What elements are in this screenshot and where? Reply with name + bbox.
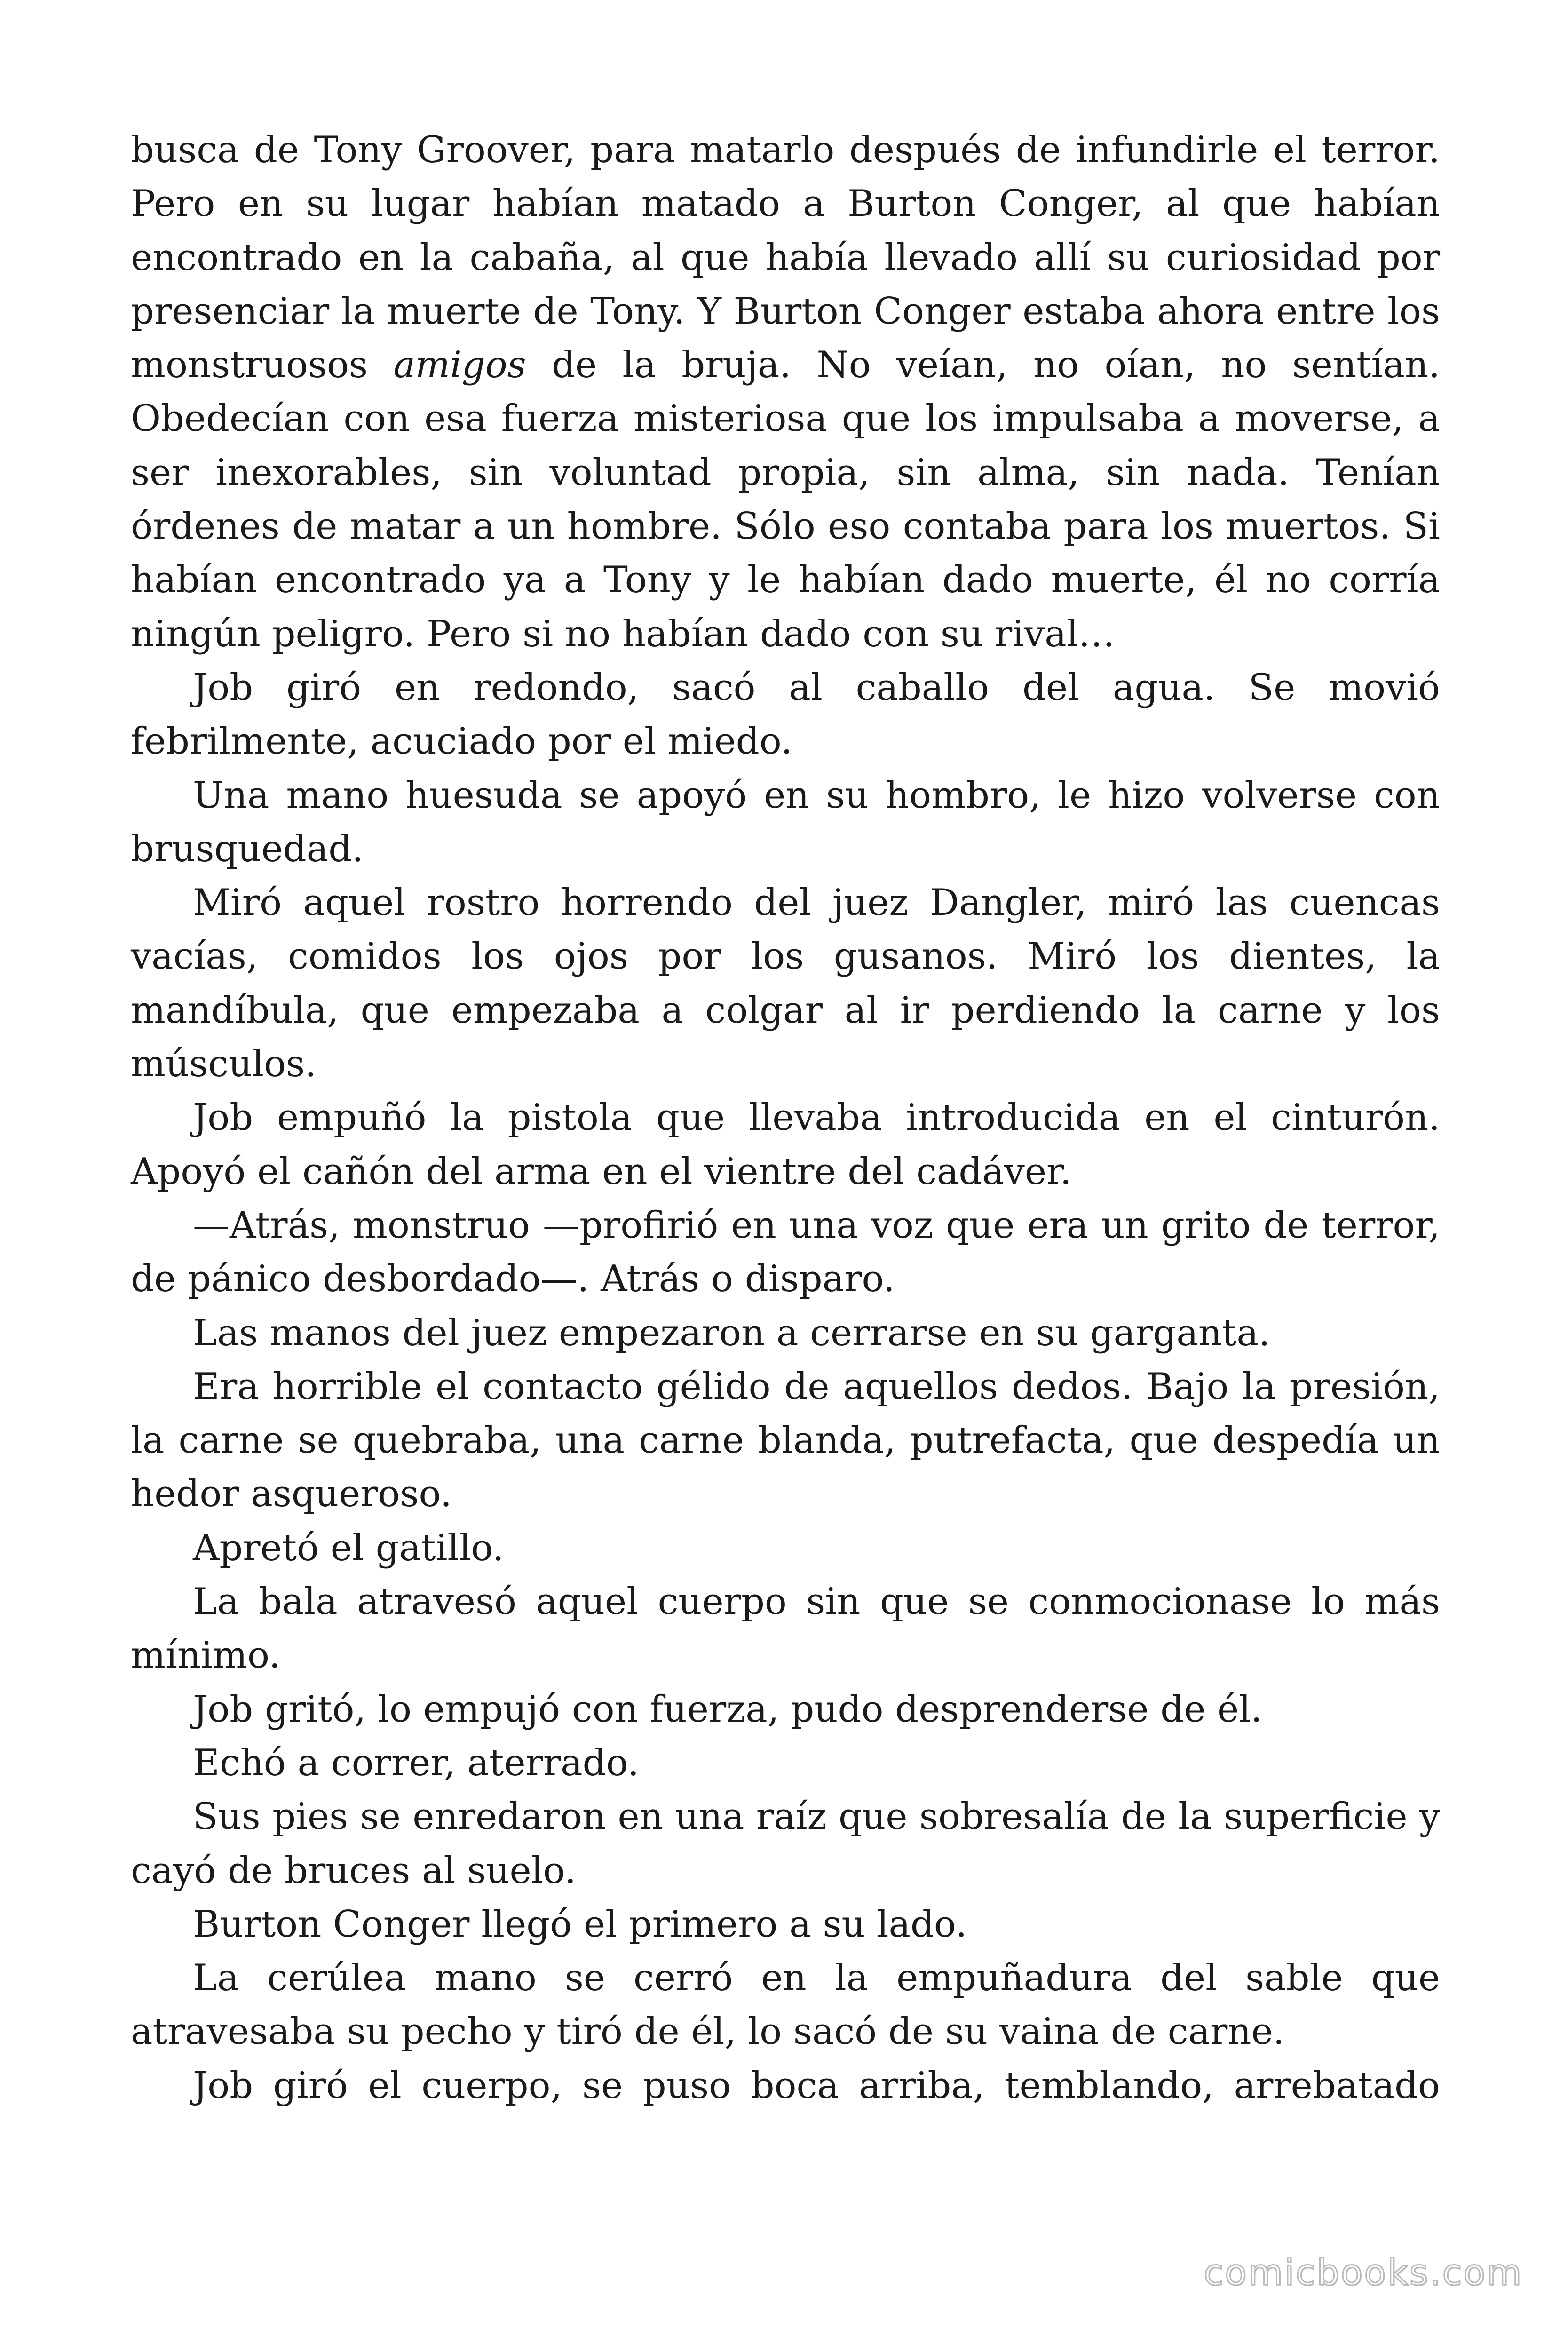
paragraph [131, 1951, 1440, 2059]
paragraph [131, 1306, 1440, 1360]
text-span: de la bruja. No veían, no oían, no sentían. Obedecían con esa fuerza misteriosa que los impulsaba a moverse, a ser inexorables, sin voluntad propia, sin alma, sin nada. Tenían órdenes de matar a un hombre. Sólo eso contaba para los muertos. Si habían encontrado ya a Tony y le habían dado muerte, él no corría ningún peligro. Pero si no habían dado con su rival… [131, 344, 1441, 655]
paragraph [131, 769, 1440, 876]
text-span: La bala atravesó aquel cuerpo sin que se conmocionase lo más mínimo. [131, 1581, 1440, 1677]
text-span: Job giró el cuerpo, se puso boca arriba, temblando, arrebatado [193, 2064, 1440, 2107]
paragraph [131, 876, 1440, 1091]
text-span: Echó a correr, aterrado. [193, 1741, 639, 1784]
paragraph [131, 1360, 1440, 1521]
paragraph [131, 661, 1440, 769]
paragraph [131, 1790, 1440, 1898]
page-body [131, 123, 1440, 2113]
text-span: Una mano huesuda se apoyó en su hombro, le hizo volverse con brusquedad. [131, 774, 1440, 870]
text-span: Job empuñó la pistola que llevaba introducida en el cinturón. Apoyó el cañón del arma en el vientre del cadáver. [131, 1097, 1440, 1193]
paragraph [131, 1091, 1440, 1199]
text-span: Sus pies se enredaron en una raíz que sobresalía de la superficie y cayó de bruces al suelo. [131, 1796, 1440, 1892]
watermark-logo: comicbooks.com [1204, 2251, 1523, 2293]
paragraph [131, 1683, 1440, 1736]
text-span: Era horrible el contacto gélido de aquellos dedos. Bajo la presión, la carne se quebraba, una carne blanda, putrefacta, que despedía un hedor asqueroso. [131, 1365, 1440, 1516]
text-span: Burton Conger llegó el primero a su lado. [193, 1903, 967, 1946]
italic-text-span: amigos [393, 344, 526, 387]
text-span: Job giró en redondo, sacó al caballo del agua. Se movió febrilmente, acuciado por el miedo. [131, 666, 1440, 763]
paragraph [131, 1199, 1440, 1306]
text-span: La cerúlea mano se cerró en la empuñadura del sable que atravesaba su pecho y tiró de él, lo sacó de su vaina de carne. [131, 1957, 1440, 2053]
text-span: Miró aquel rostro horrendo del juez Dangler, miró las cuencas vacías, comidos los ojos por los gusanos. Miró los dientes, la mandíbula, que empezaba a colgar al ir perdiendo la carne y los músculos. [131, 882, 1440, 1086]
paragraph [131, 1736, 1440, 1790]
text-span: Apretó el gatillo. [193, 1526, 504, 1569]
paragraph [131, 1575, 1440, 1683]
text-span: Las manos del juez empezaron a cerrarse en su garganta. [193, 1311, 1270, 1354]
text-span: —Atrás, monstruo —profirió en una voz que era un grito de terror, de pánico desbordado—. Atrás o disparo. [131, 1204, 1440, 1301]
paragraph [131, 2059, 1440, 2113]
paragraph [131, 1521, 1440, 1575]
text-span: busca de Tony Groover, para matarlo después de infundirle el terror. Pero en su lugar habían matado a Burton Conger, al que habían encontrado en la cabaña, al que había llevado allí su curiosidad por presenciar la muerte de Tony. Y Burton Conger estaba ahora entre los monstruosos [131, 129, 1440, 387]
paragraph [131, 123, 1440, 661]
paragraph [131, 1898, 1440, 1951]
text-span: Job gritó, lo empujó con fuerza, pudo desprenderse de él. [193, 1688, 1263, 1731]
